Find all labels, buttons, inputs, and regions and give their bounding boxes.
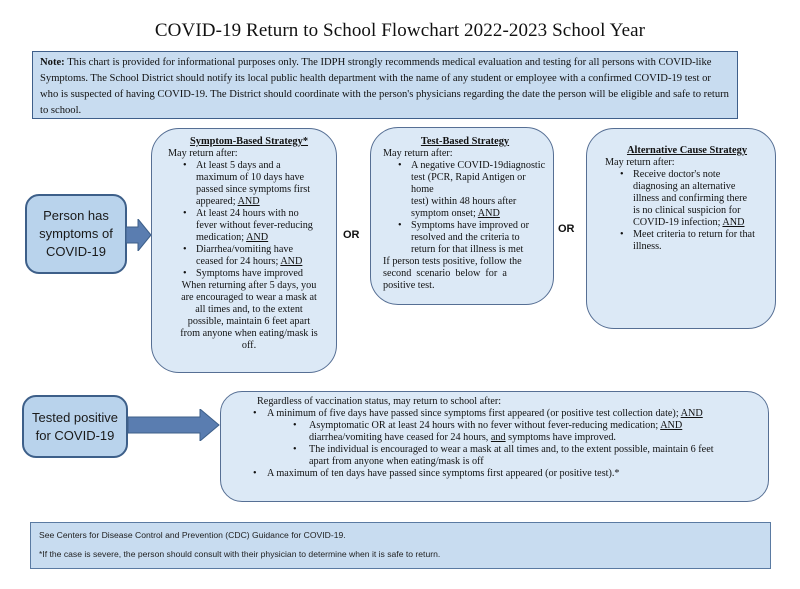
item-line	[309, 432, 758, 444]
after-line: second scenario below for a	[383, 268, 507, 279]
list-item	[237, 468, 758, 480]
alt-strategy-title: Alternative Cause Strategy	[626, 145, 748, 156]
tested-positive-box	[22, 395, 128, 458]
item-line: fever without fever-reducing	[196, 220, 313, 231]
item-line	[196, 256, 330, 268]
item-text: ceased for 24 hours;	[196, 256, 281, 267]
item-text: symptoms have improved.	[505, 432, 616, 443]
item-line: test) within 48 hours after	[411, 196, 517, 207]
item-text: diarrhea/vomiting have ceased for 24 hours,	[309, 432, 491, 443]
item-line: The individual is encouraged to wear a mask at all times and, to the extent possible, maintain 6 feet	[309, 444, 714, 455]
item-line	[411, 208, 547, 220]
page-title: COVID-19 Return to School Flowchart 2022-2023 School Year	[154, 20, 646, 41]
item-line: illness and confirming there	[633, 193, 748, 204]
note-label: Note:	[40, 57, 65, 68]
item-line: maximum of 10 days have	[196, 172, 305, 183]
item-text: symptom onset;	[411, 208, 478, 219]
item-line: diagnosing an alternative	[633, 181, 736, 192]
arrow-right-icon	[128, 409, 220, 441]
arrow-right-icon	[126, 219, 152, 251]
item-line: apart from anyone when eating/mask is off	[309, 456, 484, 467]
after-line: When returning after 5 days, you	[181, 280, 317, 291]
and-connector: AND	[477, 208, 500, 219]
list-item	[411, 160, 547, 220]
item-line	[196, 232, 330, 244]
item-text: Asymptomatic OR at least 24 hours with no fever without fever-reducing medication;	[309, 420, 661, 431]
bullet-icon: •	[293, 420, 297, 431]
test-based-strategy-box	[370, 127, 554, 305]
person-symptoms-line2: symptoms of	[39, 226, 113, 241]
item-text: COVID-19 infection;	[633, 217, 723, 228]
item-text: appeared;	[196, 196, 238, 207]
symptom-strategy-list	[168, 160, 330, 280]
symptom-strategy-intro: May return after:	[168, 148, 238, 159]
item-line: • At least 5 days and a	[196, 160, 281, 171]
item-line: illness.	[633, 241, 662, 252]
person-has-symptoms-box	[25, 194, 127, 274]
note-text: This chart is provided for informational purposes only. The IDPH strongly recommends medical evaluation and testing for all persons with COVID-like Symptoms. The School District should notify its local public health department with the name of any student or employee with a confirmed COVID-19 test or who is suspected of having COVID-19. The District should coordinate with the person's physicians regarding the date the person will be eligible and safe to return to school.	[40, 57, 729, 116]
list-item	[633, 169, 769, 229]
item-line: • Meet criteria to return for that	[633, 229, 755, 240]
symptom-strategy-title: Symptom-Based Strategy*	[189, 136, 309, 147]
and-connector: AND	[680, 408, 703, 419]
item-line: return for that illness is met	[411, 244, 524, 255]
footer-box	[30, 522, 771, 569]
item-text: A minimum of five days have passed since symptoms first appeared (or positive test collection date);	[267, 408, 681, 419]
after-line: all times and, to the extent	[195, 304, 303, 315]
symptom-strategy-after	[168, 280, 330, 352]
item-line: test (PCR, Rapid Antigen or home	[411, 172, 526, 195]
item-line	[633, 217, 769, 229]
bullet-icon: •	[293, 444, 297, 455]
item-line: resolved and the criteria to	[411, 232, 520, 243]
item-line: • Receive doctor's note	[633, 169, 721, 180]
person-symptoms-line1: Person has	[43, 208, 109, 223]
positive-test-criteria-box	[220, 391, 769, 502]
after-line: possible, maintain 6 feet apart	[187, 316, 311, 327]
footer-severe-note: *If the case is severe, the person should consult with their physician to determine when it is safe to return.	[39, 549, 441, 559]
item-line: • Diarrhea/vomiting have	[196, 244, 294, 255]
and-connector: AND	[722, 217, 745, 228]
item-line: is no clinical suspicion for	[633, 205, 741, 216]
note-box	[32, 51, 738, 119]
alt-strategy-intro: May return after:	[605, 157, 675, 168]
or-label-1: OR	[343, 229, 360, 241]
item-line: • At least 24 hours with no	[196, 208, 299, 219]
and-connector: AND	[246, 232, 269, 243]
list-item	[633, 229, 769, 253]
test-strategy-intro: May return after:	[383, 148, 453, 159]
and-connector: AND	[660, 420, 683, 431]
symptom-based-strategy-box	[151, 128, 337, 373]
list-item	[237, 444, 758, 468]
test-strategy-list	[383, 160, 547, 256]
item-line: • Symptoms have improved or	[411, 220, 529, 231]
tested-positive-line1: Tested positive	[32, 409, 118, 425]
list-item	[237, 420, 758, 444]
list-item	[196, 160, 330, 208]
item-line: passed since symptoms first	[196, 184, 311, 195]
and-connector: AND	[237, 196, 260, 207]
footer-cdc-line: See Centers for Disease Control and Prevention (CDC) Guidance for COVID-19.	[39, 530, 346, 540]
after-line: positive test.	[383, 280, 435, 291]
item-line	[309, 420, 758, 432]
and-connector: and	[490, 432, 506, 443]
list-item	[196, 244, 330, 268]
item-line: • A negative COVID-19diagnostic	[411, 160, 546, 171]
test-strategy-title: Test-Based Strategy	[420, 136, 510, 147]
test-strategy-after	[383, 256, 547, 292]
person-symptoms-line3: COVID-19	[46, 244, 106, 259]
after-line: If person tests positive, follow the	[383, 256, 522, 267]
and-connector: AND	[280, 256, 303, 267]
after-line: off.	[241, 340, 257, 351]
list-item	[237, 408, 758, 420]
list-item	[196, 268, 330, 280]
tested-positive-line2: for COVID-19	[35, 427, 115, 443]
item-text: medication;	[196, 232, 247, 243]
alternative-cause-strategy-box	[586, 128, 776, 329]
item-text: A maximum of ten days have passed since symptoms first appeared (or positive test).*	[267, 468, 620, 479]
list-item	[196, 208, 330, 244]
after-line: from anyone when eating/mask is	[180, 328, 318, 339]
item-line: • Symptoms have improved	[196, 268, 303, 279]
bullet-icon: •	[253, 408, 257, 419]
list-item	[411, 220, 547, 256]
item-line	[196, 196, 330, 208]
after-line: are encouraged to wear a mask at	[181, 292, 317, 303]
positive-intro: Regardless of vaccination status, may return to school after:	[257, 396, 502, 407]
or-label-2: OR	[558, 223, 575, 235]
bullet-icon: •	[253, 468, 257, 479]
alt-strategy-list	[605, 169, 769, 253]
